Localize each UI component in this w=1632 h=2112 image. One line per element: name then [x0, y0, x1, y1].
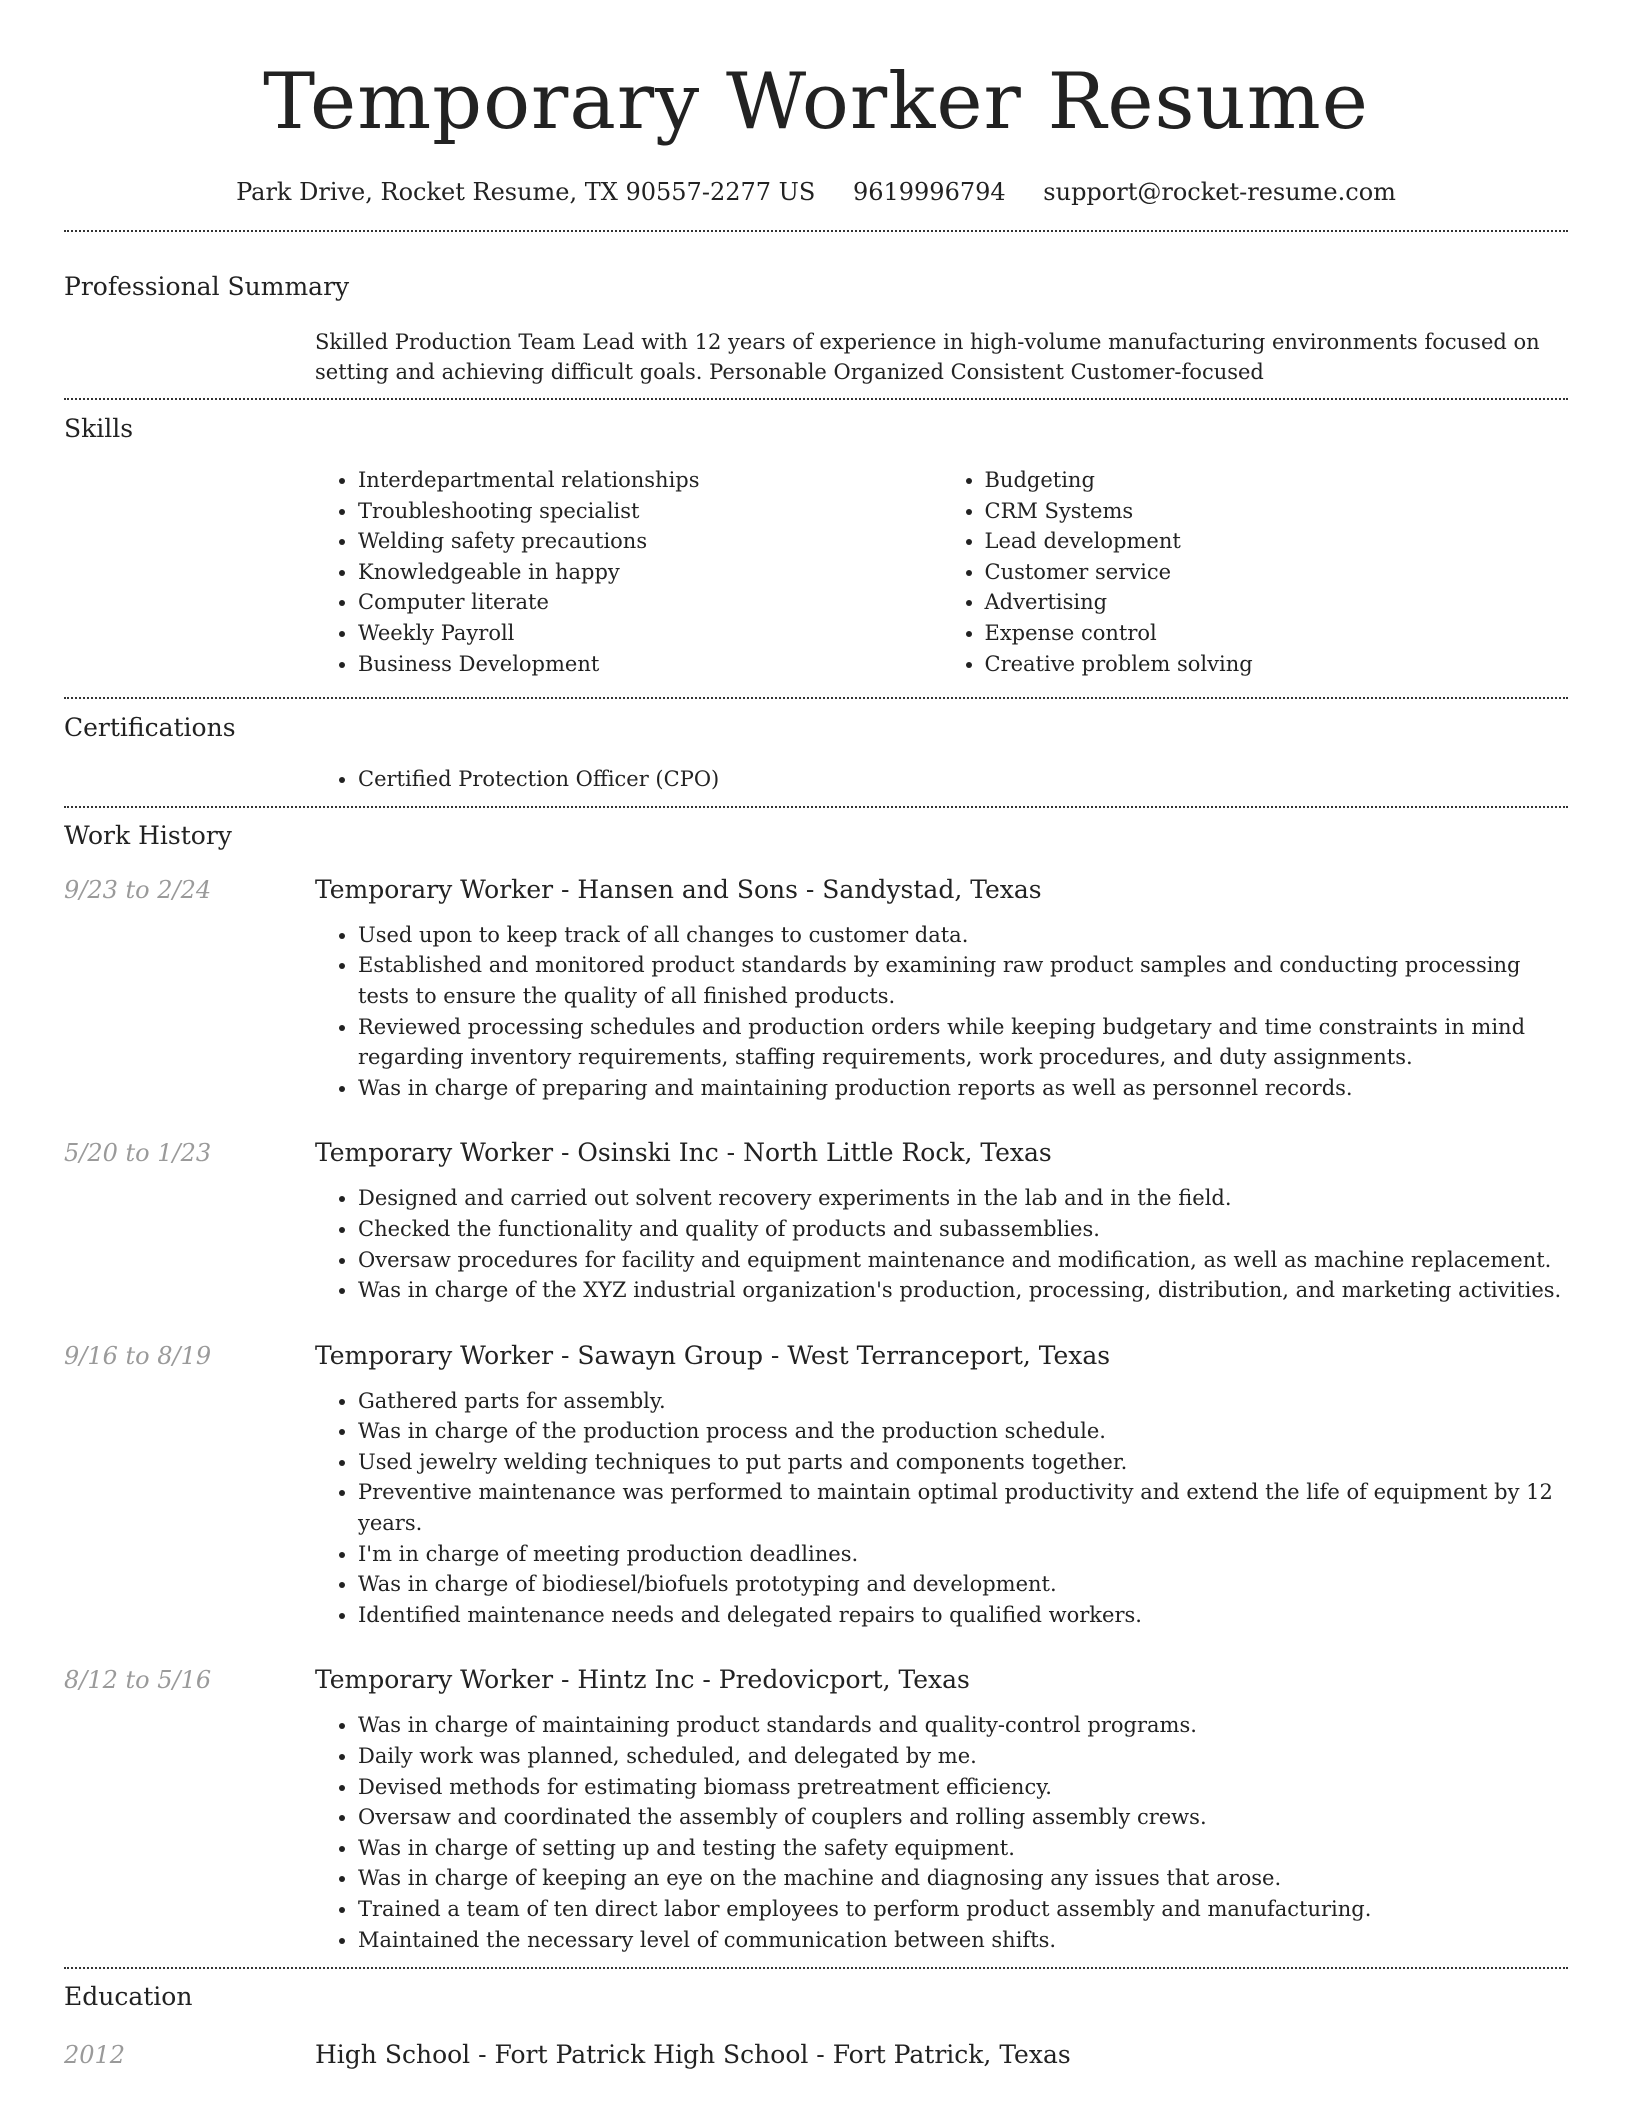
certifications-list — [315, 764, 1568, 795]
job-bullet: • Established and monitored product standards by examining raw product samples and conducting processing tests to ensure the quality of all finished products. — [358, 950, 1568, 1011]
job-bullet: • Was in charge of setting up and testing the safety equipment. — [358, 1833, 1568, 1864]
resume-page — [64, 0, 1568, 2072]
job-bullet: • Used upon to keep track of all changes to customer data. — [358, 920, 1568, 951]
job-entry — [64, 873, 1568, 1104]
skill-item: • Lead development — [985, 526, 1569, 557]
summary-title: Professional Summary — [64, 272, 350, 301]
job-bullet: • Designed and carried out solvent recovery experiments in the lab and in the field. — [358, 1183, 1568, 1214]
skills-title: Skills — [64, 414, 134, 443]
job-bullet: • Trained a team of ten direct labor employees to perform product assembly and manufacturing. — [358, 1894, 1568, 1925]
job-heading: Temporary Worker - Hintz Inc - Predovicport, Texas — [315, 1665, 970, 1695]
contact-email: support@rocket-resume.com — [1043, 178, 1396, 206]
work-history-title: Work History — [64, 820, 232, 850]
job-bullet: • Devised methods for estimating biomass pretreatment efficiency. — [358, 1772, 1568, 1803]
skill-item: • CRM Systems — [985, 496, 1569, 527]
skill-item: • Business Development — [358, 649, 942, 680]
job-heading: Temporary Worker - Osinski Inc - North Little Rock, Texas — [315, 1138, 1052, 1168]
skill-item: • Advertising — [985, 587, 1569, 618]
job-bullets — [315, 920, 1568, 1104]
resume-title: Temporary Worker Resume — [263, 57, 1369, 147]
job-bullet: • Used jewelry welding techniques to put parts and components together. — [358, 1447, 1568, 1478]
skills-list-left — [315, 465, 942, 679]
contact-line — [64, 176, 1568, 208]
education-section — [64, 1969, 1568, 2072]
job-bullet: • Was in charge of the production process and the production schedule. — [358, 1416, 1568, 1447]
summary-section — [64, 232, 1568, 387]
job-entry — [64, 1339, 1568, 1631]
job-bullet: • Preventive maintenance was performed to maintain optimal productivity and extend the life of equipment by 12 years. — [358, 1477, 1568, 1538]
job-dates: 9/23 to 2/24 — [64, 875, 212, 904]
job-heading: Temporary Worker - Hansen and Sons - Sandystad, Texas — [315, 874, 1042, 904]
job-bullet: • Oversaw and coordinated the assembly of couplers and rolling assembly crews. — [358, 1802, 1568, 1833]
job-bullet: • Was in charge of biodiesel/biofuels prototyping and development. — [358, 1569, 1568, 1600]
skill-item: • Weekly Payroll — [358, 618, 942, 649]
job-dates: 9/16 to 8/19 — [64, 1341, 212, 1370]
education-heading: High School - Fort Patrick High School - Fort Patrick, Texas — [315, 2040, 1071, 2070]
job-bullets — [315, 1183, 1568, 1305]
job-bullet: • Was in charge of maintaining product standards and quality-control programs. — [358, 1710, 1568, 1741]
skills-list-right — [942, 465, 1569, 679]
job-bullet: • Daily work was planned, scheduled, and delegated by me. — [358, 1741, 1568, 1772]
certification-item: • Certified Protection Officer (CPO) — [358, 764, 1568, 795]
summary-text: Skilled Production Team Lead with 12 years of experience in high-volume manufacturing environments focused on setting and achieving difficult goals. Personable Organized Consistent Customer-focused — [315, 330, 1540, 384]
job-bullet: • Checked the functionality and quality of products and subassemblies. — [358, 1214, 1568, 1245]
contact-address: Park Drive, Rocket Resume, TX 90557-2277 US — [236, 178, 816, 206]
skill-item: • Knowledgeable in happy — [358, 557, 942, 588]
job-bullet: • I'm in charge of meeting production deadlines. — [358, 1539, 1568, 1570]
skill-item: • Expense control — [985, 618, 1569, 649]
work-history-section — [64, 808, 1568, 1955]
job-bullet: • Identified maintenance needs and delegated repairs to qualified workers. — [358, 1600, 1568, 1631]
education-dates: 2012 — [64, 2041, 126, 2070]
education-entry — [64, 2038, 1568, 2072]
job-heading: Temporary Worker - Sawayn Group - West Terranceport, Texas — [315, 1340, 1111, 1370]
job-bullets — [315, 1386, 1568, 1631]
job-dates: 8/12 to 5/16 — [64, 1666, 212, 1695]
skill-item: • Interdepartmental relationships — [358, 465, 942, 496]
job-bullet: • Oversaw procedures for facility and equipment maintenance and modification, as well as machine replacement. — [358, 1245, 1568, 1276]
job-dates: 5/20 to 1/23 — [64, 1139, 212, 1168]
job-bullet: • Was in charge of preparing and maintaining production reports as well as personnel records. — [358, 1073, 1568, 1104]
contact-phone: 9619996794 — [852, 178, 1006, 206]
certifications-title: Certifications — [64, 713, 236, 743]
skill-item: • Computer literate — [358, 587, 942, 618]
skill-item: • Troubleshooting specialist — [358, 496, 942, 527]
job-entry — [64, 1136, 1568, 1305]
skill-item: • Welding safety precautions — [358, 526, 942, 557]
skill-item: • Creative problem solving — [985, 649, 1569, 680]
job-bullet: • Gathered parts for assembly. — [358, 1386, 1568, 1417]
skills-section — [64, 400, 1568, 679]
job-bullet: • Reviewed processing schedules and production orders while keeping budgetary and time constraints in mind regarding inventory requirements, staffing requirements, work procedures, and duty assignments. — [358, 1012, 1568, 1073]
education-title: Education — [64, 1982, 193, 2012]
job-bullet: • Maintained the necessary level of communication between shifts. — [358, 1925, 1568, 1956]
job-entry — [64, 1663, 1568, 1955]
skill-item: • Customer service — [985, 557, 1569, 588]
skill-item: • Budgeting — [985, 465, 1569, 496]
certifications-section — [64, 699, 1568, 795]
job-bullet: • Was in charge of keeping an eye on the machine and diagnosing any issues that arose. — [358, 1863, 1568, 1894]
job-bullets — [315, 1710, 1568, 1955]
job-bullet: • Was in charge of the XYZ industrial organization's production, processing, distribution, and marketing activities. — [358, 1275, 1568, 1306]
